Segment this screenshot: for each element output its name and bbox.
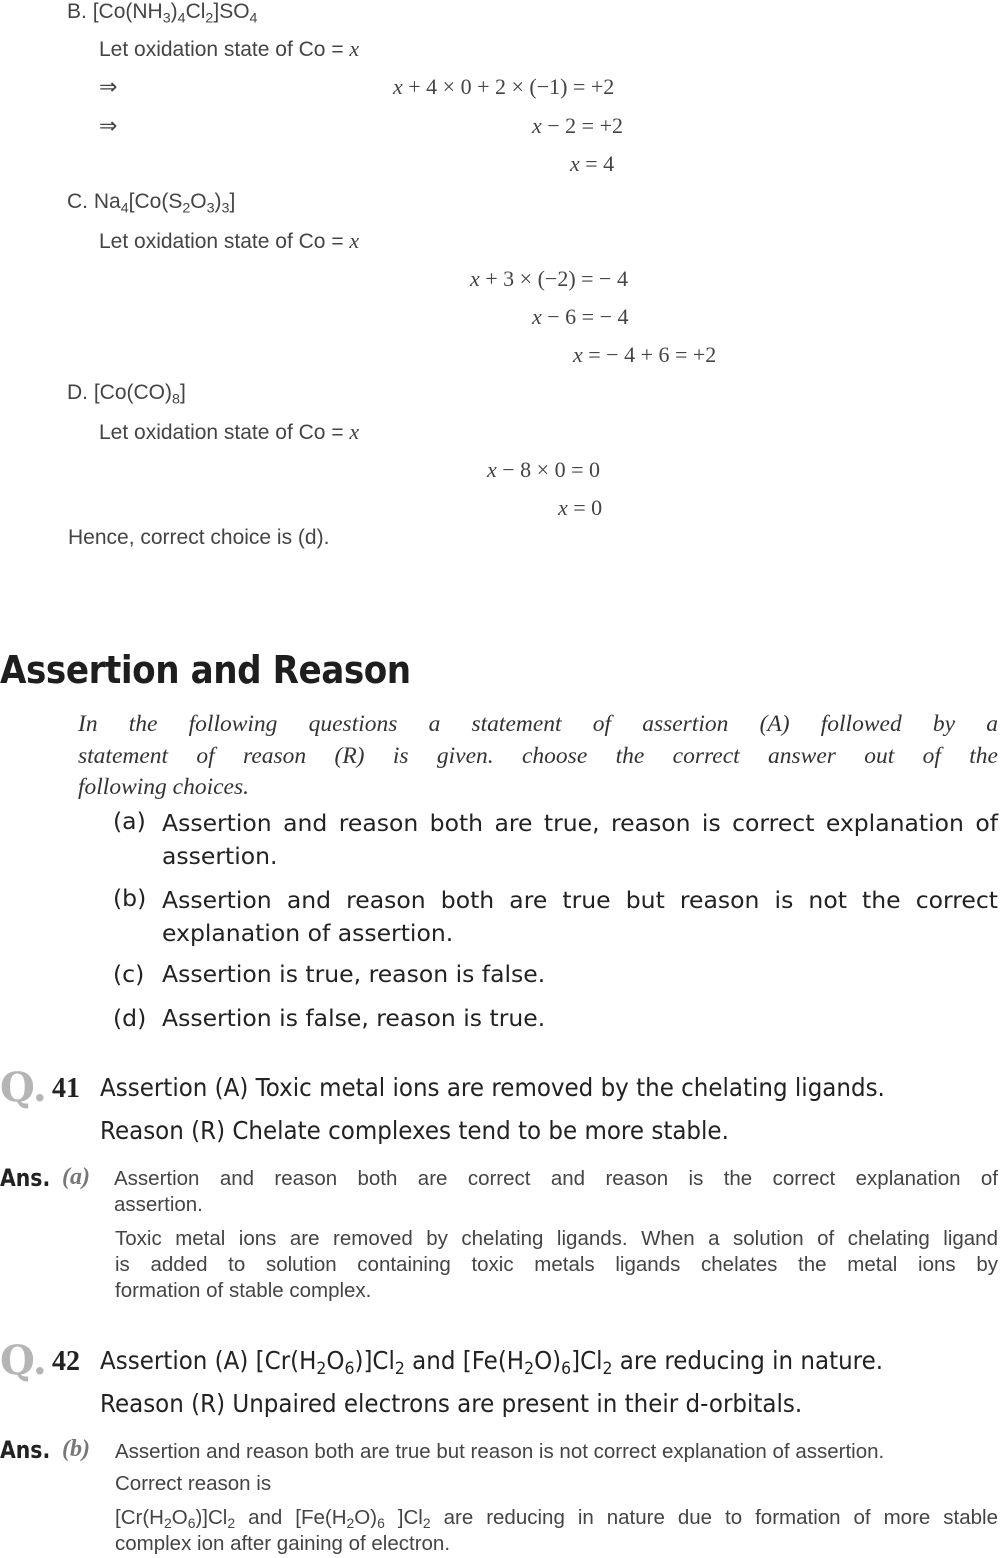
q41-assertion: Assertion (A) Toxic metal ions are removed by the chelating ligands. <box>100 1073 885 1102</box>
equation-c-3: x = − 4 + 6 = +2 <box>573 342 717 367</box>
equation-b-2: x − 2 = +2 <box>532 113 623 138</box>
equation-b-1: x + 4 × 0 + 2 × (−1) = +2 <box>393 74 615 99</box>
choice-d-text: Assertion is false, reason is true. <box>162 1004 546 1032</box>
choice-a-label: (a) <box>113 807 146 835</box>
solution-c-heading: C. $Na_4[Co(S_2O_3)_3]$ <box>67 190 236 217</box>
arrow-1: ⇒ <box>99 74 118 99</box>
formula-b: $[Co(NH_3)_4Cl_2]SO_4$ <box>92 0 258 27</box>
question-number-41: 41 <box>52 1073 80 1104</box>
equation-c-1: x + 3 × (−2) = − 4 <box>470 266 628 291</box>
section-intro: In the following questions a statement of assertion (A) followed by a statement of reason (R) is given. choose the correct answer out of the following choices. <box>78 711 998 800</box>
solution-d-heading: D. $[Co(CO)_8]$ <box>67 381 186 408</box>
q41-reason: Reason (R) Chelate complexes tend to be more stable. <box>100 1116 729 1145</box>
solution-b-let: Let oxidation state of Co = x <box>99 36 360 61</box>
solution-c-let: Let oxidation state of Co = x <box>99 228 360 253</box>
ans-option-42: (b) <box>62 1436 90 1462</box>
q-mark-42: Q. <box>0 1337 47 1384</box>
section-title: Assertion and Reason <box>0 648 411 692</box>
question-number-42: 42 <box>52 1346 80 1377</box>
choice-a-text: Assertion and reason both are true, reason is correct explanation of assertion. <box>162 809 998 870</box>
equation-b-3: x = 4 <box>570 151 615 176</box>
formula-d: $[Co(CO)_8]$ <box>93 381 186 408</box>
q42-explanation: $[Cr(H_2O_6)]Cl_2$ and [$Fe(H_2O)_6$ ]$Cl_2$ are reducing in nature due to formation of more stable complex ion after gaining of electron. <box>115 1506 998 1555</box>
choice-c-label: (c) <box>113 960 145 988</box>
ans-label-41: Ans. <box>0 1164 51 1192</box>
choice-d-label: (d) <box>113 1004 147 1032</box>
q42-correct-reason: Correct reason is <box>115 1472 272 1495</box>
q41-explanation: Toxic metal ions are removed by chelating ligands. When a solution of chelating ligand is added to solution containing toxic metals ligands chelates the metal ions by formation of stable complex. <box>115 1227 998 1302</box>
q-mark-41: Q. <box>0 1064 47 1111</box>
choice-b-label: (b) <box>113 884 147 912</box>
equation-d-2: x = 0 <box>558 495 603 520</box>
q41-answer: Assertion and reason both are correct and reason is the correct explanation of assertion. <box>114 1167 998 1216</box>
formula-c: $Na_4[Co(S_2O_3)_3]$ <box>93 190 236 217</box>
q42-assertion: Assertion (A) $[Cr(H_2O_6)]Cl_2$ and $[Fe(H_2O)_6]Cl_2$ are reducing in nature. <box>100 1346 884 1380</box>
solution-b-heading: B. $[Co(NH_3)_4Cl_2]SO_4$ <box>67 0 258 27</box>
ans-option-41: (a) <box>62 1164 90 1190</box>
equation-c-2: x − 6 = − 4 <box>532 304 629 329</box>
choice-b-text: Assertion and reason both are true but reason is not the correct explanation of assertion. <box>162 886 998 947</box>
q42-answer: Assertion and reason both are true but reason is not correct explanation of assertion. <box>115 1440 885 1463</box>
arrow-2: ⇒ <box>99 113 118 138</box>
ans-label-42: Ans. <box>0 1436 51 1464</box>
solution-d-let: Let oxidation state of Co = x <box>99 419 360 444</box>
conclusion: Hence, correct choice is (d). <box>68 526 330 549</box>
choice-c-text: Assertion is true, reason is false. <box>162 960 546 988</box>
q42-reason: Reason (R) Unpaired electrons are present in their d-orbitals. <box>100 1389 803 1418</box>
equation-d-1: x − 8 × 0 = 0 <box>487 457 600 482</box>
